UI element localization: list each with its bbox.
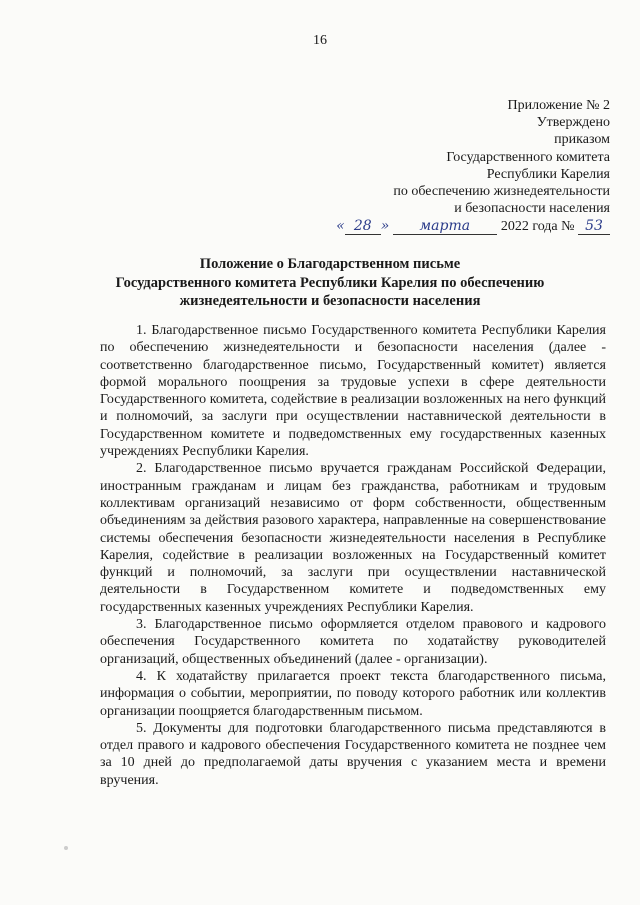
- appendix-header: [310, 97, 610, 236]
- paragraph-5: 5. Документы для подготовки благодарственного письма представляются в отдел правого и кадрового обеспечения Государственного комитета не позднее чем за 10 дней до предполагаемой даты вручения с указанием места и времени вручения.: [100, 720, 606, 788]
- title-line: Государственного комитета Республики Карелия по обеспечению: [115, 274, 545, 291]
- appendix-line: Утверждено: [536, 115, 610, 131]
- title-line: жизнедеятельности и безопасности населения: [179, 293, 481, 309]
- paragraph-3: 3. Благодарственное письмо оформляется отделом правового и кадрового обеспечения Государственного комитета по ходатайству руководителей организаций, общественных объединений (далее - организации).: [100, 617, 606, 667]
- handwritten-month: марта: [393, 219, 497, 235]
- page-number: 16: [313, 33, 327, 48]
- appendix-line: Приложение № 2: [507, 98, 610, 113]
- appendix-line: приказом: [554, 132, 610, 148]
- scan-speck: [64, 846, 68, 850]
- appendix-line: Государственного комитета: [446, 149, 610, 165]
- paragraph-1: 1. Благодарственное письмо Государственного комитета Республики Карелия по обеспечению жизнедеятельности и безопасности населения (далее - соответственно благодарственное письмо, Государственный комитет) является формой морального поощрения за трудовые успехи в сфере деятельности Государственного комитета, содействие в реализации возложенных на него функций и полномочий, за заслуги при осуществлении наставнической деятельности в Государственном комитете и подведомственных ему государственных казенных учреждениях Республики Карелия.: [100, 323, 606, 460]
- appendix-line: по обеспечению жизнедеятельности: [393, 184, 610, 200]
- paragraph-4: 4. К ходатайству прилагается проект текста благодарственного письма, информация о событии, мероприятии, по поводу которого работник или коллектив организации поощряется благодарственным письмом.: [100, 668, 606, 719]
- order-year-text: 2022 года №: [500, 219, 575, 235]
- title-line: Положение о Благодарственном письме: [199, 256, 461, 272]
- date-close-quote: »: [380, 218, 390, 235]
- handwritten-day: 28: [345, 219, 381, 235]
- appendix-line: Республики Карелия: [486, 166, 610, 182]
- order-date-line: [310, 218, 610, 235]
- document-title: [60, 255, 600, 311]
- appendix-line: и безопасности населения: [454, 201, 610, 217]
- handwritten-order-number: 53: [578, 219, 610, 235]
- document-body: [100, 322, 606, 789]
- paragraph-2: 2. Благодарственное письмо вручается гражданам Российской Федерации, иностранным гражданам и лицам без гражданства, работникам и трудовым коллективам организаций независимо от форм собственности, общественным объединениям за действия разового характера, направленные на совершенствование системы обеспечения безопасности жизнедеятельности населения в Республике Карелия, содействие в реализации возложенных на Государственный комитет функций и полномочий, за заслуги при осуществлении наставнической деятельности в Государственном комитете и подведомственных ему государственных казенных учреждениях Республики Карелия.: [100, 461, 606, 615]
- date-open-quote: «: [336, 218, 345, 235]
